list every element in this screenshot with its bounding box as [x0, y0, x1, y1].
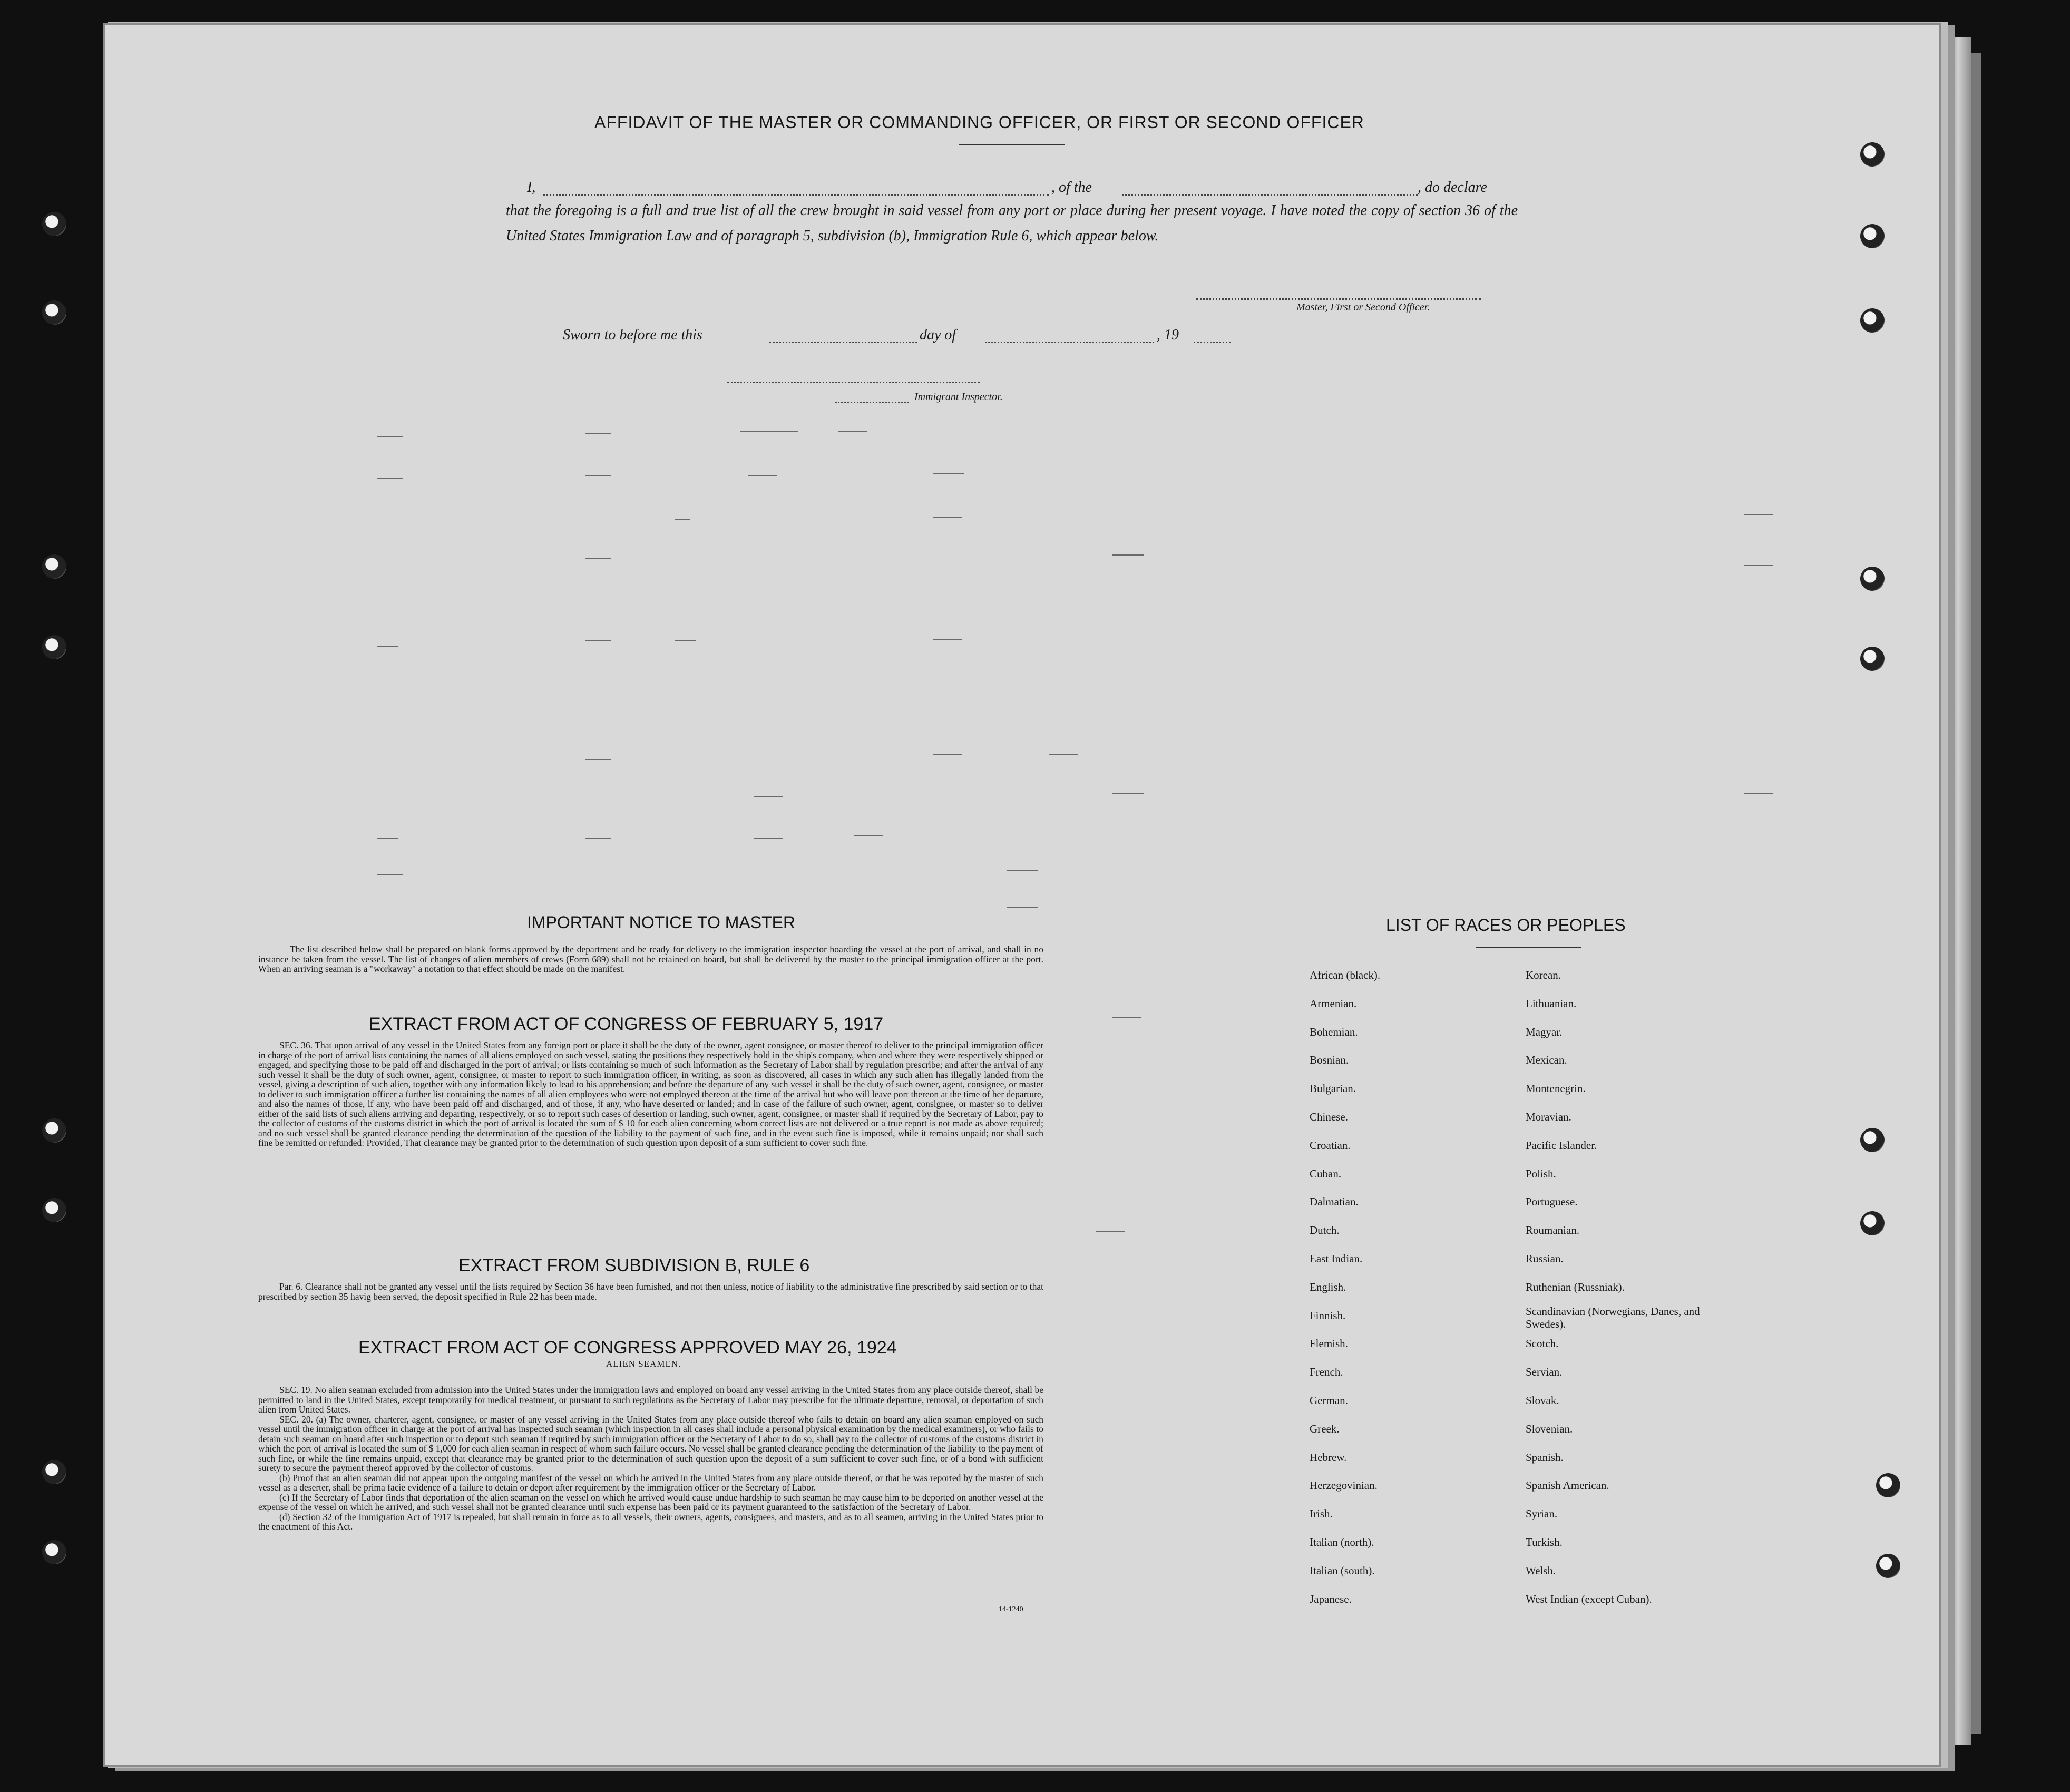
- binder-hole: [1860, 308, 1885, 333]
- race-item: Portuguese.: [1526, 1195, 1578, 1209]
- form-number: 14-1240: [999, 1605, 1023, 1613]
- binder-hole: [1860, 142, 1885, 167]
- bleed-mark: [838, 431, 867, 432]
- declarant-name-field[interactable]: [543, 194, 1049, 196]
- act-1924-title: EXTRACT FROM ACT OF CONGRESS APPROVED MAY 26, 1924: [358, 1338, 897, 1358]
- binder-hole: [1860, 224, 1885, 248]
- race-item: Mexican.: [1526, 1054, 1567, 1067]
- sworn-day-label: day of: [920, 327, 956, 343]
- affidavit-title: AFFIDAVIT OF THE MASTER OR COMMANDING OFFICER, OR FIRST OR SECOND OFFICER: [594, 113, 1364, 132]
- race-item: East Indian.: [1310, 1252, 1363, 1265]
- bleed-mark: [585, 640, 611, 641]
- act-1924-sec20c: (c) If the Secretary of Labor finds that deportation of the alien seaman on the vessel on which he arrived would cause undue hardship to such seaman he may cause him to be deported on another vessel at the expense of the vessel on which he arrived, and such vessel shall not be granted clearance until such expense has been paid or its payment guaranteed to the satisfaction of the Secretary of Labor.: [258, 1492, 1043, 1512]
- act-1917-text: SEC. 36. That upon arrival of any vessel in the United States from any foreign port or place it shall be the duty of the owner, agent consignee, or master thereof to deliver to the principal immigration officer in charge of the port of arrival lists containing the names of all aliens employed on such vessel, stating the positions they respectively hold in the ship's company, when and where they were respectively shipped or engaged, and specifying those to be paid off and discharged in the port of arrival; or lists containing so much of such information as the Secretary of Labor shall by regulation prescribe; and after the arrival of any such vessel it shall be the duty of such owner, agent, consignee, or master to report to such immigration officer, in writing, as soon as discovered, all cases in which any such alien has illegally landed from the vessel, giving a description of such alien, together with any information likely to lead to his apprehension; and before the departure of any such vessel it shall be the duty of such owner, agent, consignee, or master to deliver to such immigration officer a further list containing the names of all alien employees who were not employed thereon at the time of the arrival but who will leave port thereon at the time of her departure, and also the names of those, if any, who have been paid off and discharged, and of those, if any, who have deserted or landed; and in case of the failure of such owner, agent, consignee, or master so to deliver either of the said lists of such aliens arriving and departing, respectively, or so to report such cases of desertion or landing, such owner, agent, consignee, or master shall if required by the Secretary of Labor, pay to the collector of customs of the customs district in which the port of arrival is located the sum of $ 10 for each alien concerning whom correct lists are not delivered or a true report is not made as above required; and no such vessel shall be granted clearance pending the determination of the question of the liability to the payment of such fine, and in the event such fine is imposed, while it remains unpaid; nor shall such fine be remitted or refunded: Provided, That clearance may be granted prior to the determination of such question upon deposit of a sum sufficient to cover such fine.: [258, 1040, 1043, 1148]
- bleed-mark: [377, 838, 398, 839]
- race-item: Dutch.: [1310, 1224, 1340, 1237]
- bleed-mark: [1112, 793, 1144, 794]
- race-item: Scotch.: [1526, 1337, 1559, 1350]
- inspector-signature-field[interactable]: [727, 382, 980, 383]
- bleed-mark: [740, 431, 798, 432]
- race-item: Servian.: [1526, 1366, 1563, 1379]
- binder-hole: [42, 1540, 66, 1564]
- affidavit-paragraph: [506, 198, 1518, 249]
- bleed-mark: [754, 838, 783, 839]
- race-item: Magyar.: [1526, 1025, 1563, 1038]
- race-item: West Indian (except Cuban).: [1526, 1592, 1652, 1605]
- races-title-rule: [1476, 947, 1581, 948]
- race-item: Greek.: [1310, 1422, 1340, 1435]
- race-item: Russian.: [1526, 1252, 1564, 1265]
- notice-text: The list described below shall be prepared on blank forms approved by the department and be ready for delivery to the immigration inspector boarding the vessel at the port of arrival, and shall in no instance be taken from the vessel. The list of changes of alien members of crews (Form 689) shall not be retained on board, but shall be delivered by the master to the principal immigration officer at the port. When an arriving seaman is a "workaway" a notation to that effect should be made on the manifest.: [258, 944, 1043, 974]
- bleed-mark: [1096, 1231, 1125, 1232]
- affidavit-text: that the foregoing is a full and true list of all the crew brought in said vessel from any port or place during her present voyage. I have noted the copy of section 36 of the United States Immigration Law and of paragraph 5, subdivision (b), Immigration Rule 6, which appear below.: [506, 202, 1518, 244]
- act-1924-sec20a: SEC. 20. (a) The owner, charterer, agent, consignee, or master of any vessel arriving in the United States from any place outside thereof who fails to detain on board any alien seaman employed on such vessel until the immigration officer in charge at the port of arrival has inspected such seaman (which inspection in all cases shall include a personal physical examination by the medical examiners), or who fails to detain such seaman on board after such inspection or to deport such seaman if required by such immigration officer or the Secretary of Labor to do so, shall pay to the collector of customs of the customs district in which the port of arrival is located the sum of $ 1,000 for each alien seaman in respect of whom such failure occurs. No vessel shall be granted clearance pending the determination of the liability to the payment of such fine, or while the fine remains unpaid, except that clearance may be granted prior to the determination of such question upon the deposit of a sum sufficient to cover such fine, or of a bond with sufficient surety to secure the payment thereof approved by the collector of customs.: [258, 1414, 1043, 1473]
- bleed-mark: [377, 436, 403, 437]
- race-item: Dalmatian.: [1310, 1195, 1359, 1209]
- race-item: Montenegrin.: [1526, 1082, 1586, 1095]
- page-edge-shadow: [1971, 53, 1981, 1734]
- binder-hole: [42, 212, 66, 236]
- bleed-mark: [1744, 793, 1773, 794]
- binder-hole: [42, 1460, 66, 1484]
- notice-title: IMPORTANT NOTICE TO MASTER: [527, 913, 796, 932]
- bleed-mark: [748, 475, 777, 476]
- binder-hole: [1860, 1128, 1885, 1152]
- bleed-mark: [1007, 907, 1038, 908]
- race-item: Roumanian.: [1526, 1224, 1580, 1237]
- race-item: Scandinavian (Norwegians, Danes, and Swedes).: [1526, 1304, 1700, 1330]
- act-1917-body: [258, 1040, 1043, 1148]
- race-item: Spanish.: [1526, 1450, 1564, 1464]
- bleed-mark: [585, 475, 611, 476]
- title-rule: [959, 144, 1065, 145]
- sworn-prefix: Sworn to before me this: [563, 327, 702, 343]
- binder-hole: [42, 300, 66, 325]
- notice-body: [258, 944, 1043, 974]
- race-item: Moravian.: [1526, 1110, 1571, 1123]
- races-title: LIST OF RACES OR PEOPLES: [1386, 916, 1626, 934]
- bleed-mark: [1049, 754, 1078, 755]
- race-item: Croatian.: [1310, 1138, 1351, 1152]
- sworn-month-field[interactable]: [985, 342, 1154, 343]
- rule-6-body: [258, 1282, 1043, 1301]
- races-column-1: [1310, 961, 1380, 1613]
- bleed-mark: [377, 874, 403, 875]
- binder-hole: [1860, 567, 1885, 591]
- race-item: Hebrew.: [1310, 1450, 1347, 1464]
- bleed-mark: [585, 759, 611, 760]
- inspector-signature-field-2[interactable]: [835, 402, 909, 403]
- race-item: Bosnian.: [1310, 1054, 1349, 1067]
- officer-signature-label: Master, First or Second Officer.: [1296, 301, 1430, 313]
- race-item: Japanese.: [1310, 1592, 1352, 1605]
- inspector-label: Immigrant Inspector.: [914, 391, 1003, 403]
- bleed-mark: [675, 640, 696, 641]
- bleed-mark: [1112, 1017, 1141, 1018]
- bleed-mark: [1112, 554, 1144, 556]
- rule-6-text: Par. 6. Clearance shall not be granted any vessel until the lists required by Section 36 have been furnished, and not then unless, notice of liability to the administrative fine prescribed by said section or to that prescribed by section 35 havig been served, the deposit specified in Rule 22 has been made.: [258, 1281, 1043, 1302]
- race-item: African (black).: [1310, 969, 1381, 981]
- vessel-name-field[interactable]: [1122, 194, 1418, 196]
- race-item: Armenian.: [1310, 997, 1357, 1010]
- bleed-mark: [377, 646, 398, 647]
- race-item: Cuban.: [1310, 1167, 1342, 1180]
- act-1924-sec20b: (b) Proof that an alien seaman did not appear upon the outgoing manifest of the vessel on which he arrived in the United States from any place outside thereof, or that he was reported by the master of such vessel as a deserter, shall be prima facie evidence of a failure to detain or deport after requirement by the immigration officer or the Secretary of Labor.: [258, 1472, 1043, 1493]
- bleed-mark: [585, 558, 611, 559]
- act-1924-sec20d: (d) Section 32 of the Immigration Act of 1917 is repealed, but shall remain in force as to all vessels, their owners, agents, consignees, and masters, and as to all seamen, arriving in the United States prior to the enactment of this Act.: [258, 1511, 1043, 1532]
- race-item: Ruthenian (Russniak).: [1526, 1280, 1625, 1293]
- race-item: French.: [1310, 1366, 1343, 1379]
- race-item: English.: [1310, 1280, 1346, 1293]
- race-item: Irish.: [1310, 1507, 1333, 1521]
- declare-line-mid: , of the: [1051, 179, 1092, 196]
- race-item: Chinese.: [1310, 1110, 1348, 1123]
- bleed-mark: [675, 519, 690, 520]
- race-item: Spanish American.: [1526, 1479, 1609, 1492]
- bleed-mark: [854, 835, 883, 836]
- binder-hole: [1876, 1554, 1900, 1578]
- race-item: Pacific Islander.: [1526, 1138, 1597, 1152]
- race-item: Finnish.: [1310, 1309, 1346, 1322]
- binder-hole: [42, 1198, 66, 1222]
- bleed-mark: [1744, 514, 1773, 515]
- rule-6-title: EXTRACT FROM SUBDIVISION B, RULE 6: [458, 1255, 810, 1275]
- bleed-mark: [1007, 870, 1038, 871]
- act-1924-subtitle: ALIEN SEAMEN.: [606, 1359, 681, 1369]
- page-edge: [1939, 37, 1971, 1745]
- bleed-mark: [377, 478, 403, 479]
- binder-hole: [42, 635, 66, 659]
- race-item: Italian (south).: [1310, 1564, 1375, 1577]
- race-item: Syrian.: [1526, 1507, 1558, 1521]
- binder-hole: [1860, 647, 1885, 671]
- race-item: Korean.: [1526, 969, 1561, 981]
- race-item: Lithuanian.: [1526, 997, 1577, 1010]
- binder-hole: [42, 1118, 66, 1143]
- bleed-mark: [585, 838, 611, 839]
- bleed-mark: [585, 433, 611, 434]
- race-item: Bohemian.: [1310, 1025, 1358, 1038]
- race-item: Italian (north).: [1310, 1535, 1374, 1548]
- sworn-year-field[interactable]: [1194, 342, 1231, 343]
- race-item: Flemish.: [1310, 1337, 1348, 1350]
- bleed-mark: [933, 473, 964, 474]
- bleed-mark: [933, 517, 962, 518]
- race-item: Turkish.: [1526, 1535, 1563, 1548]
- race-item: Welsh.: [1526, 1564, 1556, 1577]
- act-1917-title: EXTRACT FROM ACT OF CONGRESS OF FEBRUARY 5, 1917: [369, 1014, 884, 1034]
- race-item: Bulgarian.: [1310, 1082, 1356, 1095]
- declare-line-end: , do declare: [1418, 179, 1487, 196]
- bleed-mark: [933, 639, 962, 640]
- race-item: Herzegovinian.: [1310, 1479, 1378, 1492]
- act-1924-body: [258, 1385, 1043, 1532]
- binder-hole: [1876, 1473, 1900, 1497]
- sworn-day-field[interactable]: [769, 342, 917, 343]
- declare-line-start: I,: [527, 179, 536, 196]
- race-item: Polish.: [1526, 1167, 1556, 1180]
- races-column-2: [1526, 961, 1731, 1613]
- bleed-mark: [1744, 565, 1773, 566]
- bleed-mark: [754, 796, 783, 797]
- race-item: Slovenian.: [1526, 1422, 1573, 1435]
- sworn-year-label: , 19: [1157, 327, 1179, 343]
- binder-hole: [1860, 1211, 1885, 1235]
- bleed-mark: [933, 754, 962, 755]
- binder-hole: [42, 554, 66, 579]
- race-item: German.: [1310, 1394, 1348, 1407]
- race-item: Slovak.: [1526, 1394, 1559, 1407]
- act-1924-sec19: SEC. 19. No alien seaman excluded from admission into the United States under the immigration laws and employed on board any vessel arriving in the United States from any place outside thereof, shall be permitted to land in the United States, except temporarily for medical treatment, or pursuant to such regulations as the Secretary of Labor may prescribe for the ultimate departure, removal, or deportation of such alien from United States.: [258, 1385, 1043, 1415]
- officer-signature-field[interactable]: [1196, 298, 1481, 300]
